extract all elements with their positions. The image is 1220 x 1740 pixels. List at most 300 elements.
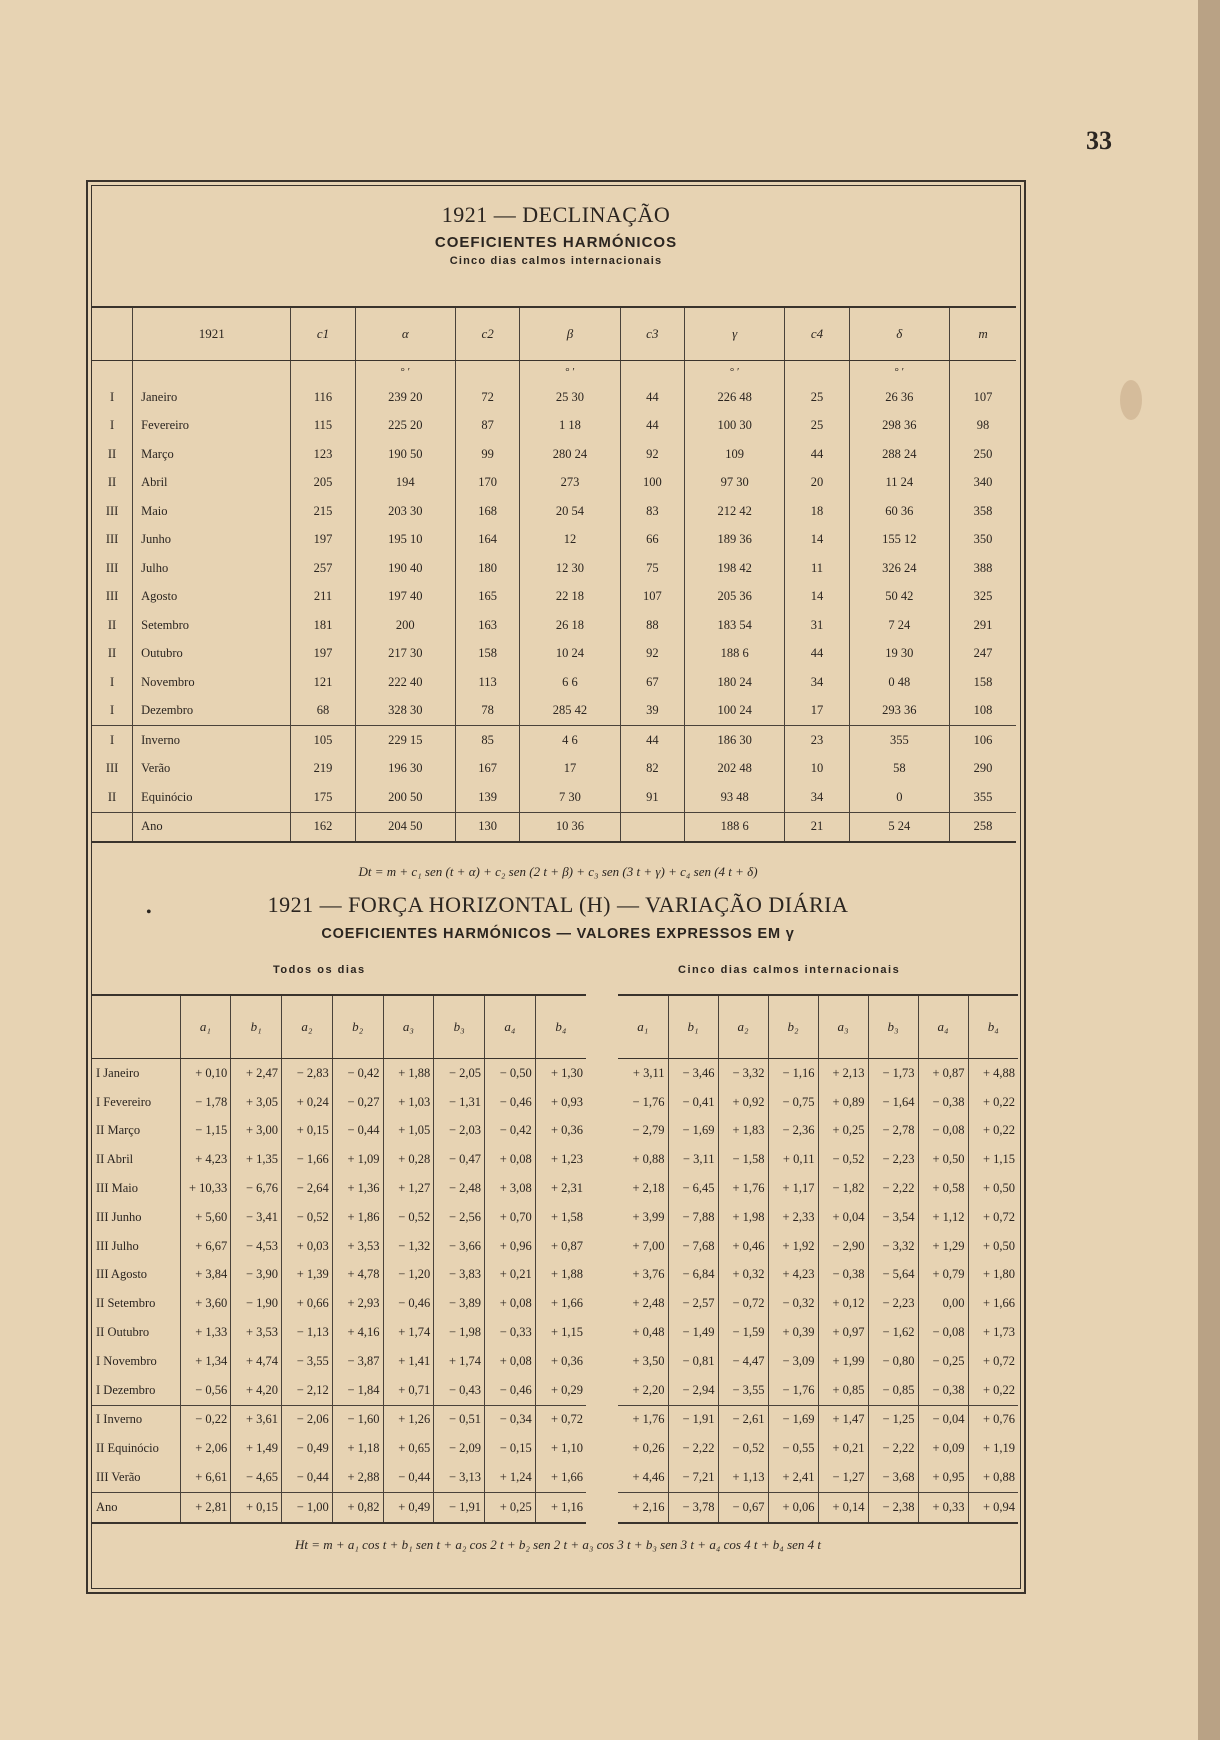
calm-days-value-cell: + 0,22 [968, 1117, 1018, 1146]
all-days-value-cell: + 0,66 [282, 1289, 333, 1318]
calm-days-value-cell: 0,00 [918, 1289, 968, 1318]
calm-days-value-cell: + 1,47 [818, 1405, 868, 1434]
calm-days-value-cell: − 3,32 [718, 1059, 768, 1088]
value-cell-c2: 163 [456, 611, 520, 640]
calm-days-value-cell: + 0,06 [768, 1492, 818, 1522]
all-days-value-cell: + 6,67 [180, 1232, 231, 1261]
calm-days-value-cell: + 1,92 [768, 1232, 818, 1261]
all-days-value-cell: − 0,52 [383, 1203, 434, 1232]
month-cell: Dezembro [133, 697, 291, 726]
all-days-value-cell: − 1,15 [180, 1117, 231, 1146]
all-days-value-cell: + 2,06 [180, 1434, 231, 1463]
month-cell: Inverno [133, 726, 291, 755]
all-days-body [92, 1059, 586, 1523]
value-cell-d: 0 [849, 783, 950, 812]
page-frame [86, 180, 1026, 1594]
season-class-cell: III [105, 761, 119, 776]
all-days-value-cell: + 1,27 [383, 1174, 434, 1203]
value-cell-d: 0 48 [849, 668, 950, 697]
bullet-mark: • [146, 904, 152, 921]
value-cell-c2: 180 [456, 554, 520, 583]
value-cell-g: 226 48 [684, 383, 785, 412]
value-cell-c2: 164 [456, 526, 520, 555]
table-row [92, 412, 1016, 441]
calm-days-value-cell: − 2,94 [668, 1376, 718, 1405]
month-cell: Agosto [133, 583, 291, 612]
header-c2: c2 [456, 307, 520, 361]
value-cell-c4: 44 [785, 440, 849, 469]
value-cell-d: 50 42 [849, 583, 950, 612]
calm-days-value-cell: + 4,88 [968, 1059, 1018, 1088]
month-cell: Junho [133, 526, 291, 555]
calm-days-value-cell: − 2,57 [668, 1289, 718, 1318]
season-class-cell: I [109, 418, 115, 433]
value-cell-a: 200 [355, 611, 456, 640]
all-days-value-cell: − 0,44 [383, 1463, 434, 1492]
calm-days-value-cell: + 0,79 [918, 1261, 968, 1290]
value-cell-g: 186 30 [684, 726, 785, 755]
month-cell: Maio [133, 497, 291, 526]
value-cell-a: 194 [355, 469, 456, 498]
season-class-cell: II [107, 789, 117, 804]
header-coef: a₂ [282, 995, 333, 1059]
season-class-cell: I [109, 703, 115, 718]
all-days-value-cell: + 3,00 [231, 1117, 282, 1146]
horizontal-subtitle: COEFICIENTES HARMÓNICOS — VALORES EXPRESSOS EM γ [321, 926, 795, 942]
value-cell-c3 [620, 812, 684, 842]
calm-days-value-cell: − 0,75 [768, 1088, 818, 1117]
table-row [618, 1174, 1018, 1203]
all-days-value-cell: + 4,74 [231, 1347, 282, 1376]
value-cell-c1: 68 [291, 697, 355, 726]
all-days-value-cell: + 0,15 [282, 1117, 333, 1146]
all-days-value-cell: + 1,58 [535, 1203, 586, 1232]
all-days-value-cell: − 6,76 [231, 1174, 282, 1203]
value-cell-c3: 39 [620, 697, 684, 726]
all-days-value-cell: + 0,82 [332, 1492, 383, 1522]
value-cell-m: 290 [950, 755, 1016, 784]
value-cell-c3: 67 [620, 668, 684, 697]
calm-days-value-cell: + 0,09 [918, 1434, 968, 1463]
row-label-cell: I Dezembro [96, 1382, 156, 1397]
all-days-value-cell: − 2,64 [282, 1174, 333, 1203]
value-cell-c4: 31 [785, 611, 849, 640]
value-cell-c4: 10 [785, 755, 849, 784]
calm-days-value-cell: + 1,66 [968, 1289, 1018, 1318]
calm-days-value-cell: − 1,82 [818, 1174, 868, 1203]
all-days-value-cell: − 4,53 [231, 1232, 282, 1261]
calm-days-value-cell: − 0,80 [868, 1347, 918, 1376]
all-days-value-cell: + 1,03 [383, 1088, 434, 1117]
table-row [92, 1376, 586, 1405]
units-row [92, 361, 1016, 384]
all-days-value-cell: + 1,24 [485, 1463, 536, 1492]
calm-days-value-cell: − 1,25 [868, 1405, 918, 1434]
value-cell-g: 198 42 [684, 554, 785, 583]
calm-days-value-cell: + 1,19 [968, 1434, 1018, 1463]
all-days-value-cell: + 0,71 [383, 1376, 434, 1405]
value-cell-c4: 11 [785, 554, 849, 583]
value-cell-c1: 257 [291, 554, 355, 583]
all-days-value-cell: + 0,96 [485, 1232, 536, 1261]
all-days-value-cell: − 0,47 [434, 1145, 485, 1174]
value-cell-b: 4 6 [520, 726, 621, 755]
calm-days-value-cell: + 1,15 [968, 1145, 1018, 1174]
calm-days-value-cell: − 2,61 [718, 1405, 768, 1434]
value-cell-c2: 167 [456, 755, 520, 784]
calm-days-value-cell: + 2,18 [632, 1181, 665, 1196]
all-days-value-cell: + 3,53 [231, 1318, 282, 1347]
table-row [92, 755, 1016, 784]
row-label-cell: III Verão [96, 1470, 141, 1485]
calm-days-value-cell: + 0,88 [968, 1463, 1018, 1492]
calm-days-value-cell: − 0,04 [918, 1405, 968, 1434]
value-cell-g: 188 6 [684, 812, 785, 842]
value-cell-a: 217 30 [355, 640, 456, 669]
value-cell-m: 325 [950, 583, 1016, 612]
all-days-value-cell: − 2,48 [434, 1174, 485, 1203]
all-days-value-cell: + 0,36 [535, 1117, 586, 1146]
all-days-value-cell: + 0,24 [282, 1088, 333, 1117]
calm-days-value-cell: − 4,47 [718, 1347, 768, 1376]
declination-body [92, 361, 1016, 843]
calm-days-value-cell: − 0,52 [718, 1434, 768, 1463]
value-cell-c3: 66 [620, 526, 684, 555]
value-cell-m: 340 [950, 469, 1016, 498]
all-days-value-cell: + 10,33 [180, 1174, 231, 1203]
value-cell-b: 273 [520, 469, 621, 498]
value-cell-c2: 130 [456, 812, 520, 842]
value-cell-c3: 88 [620, 611, 684, 640]
header-delta: δ [849, 307, 950, 361]
calm-days-value-cell: + 0,50 [968, 1174, 1018, 1203]
all-days-value-cell: − 2,03 [434, 1117, 485, 1146]
value-cell-g: 189 36 [684, 526, 785, 555]
header-coef: a₁ [180, 995, 231, 1059]
value-cell-m: 291 [950, 611, 1016, 640]
calm-days-value-cell: + 0,50 [968, 1232, 1018, 1261]
value-cell-d: 298 36 [849, 412, 950, 441]
calm-days-value-cell: + 2,33 [768, 1203, 818, 1232]
all-days-value-cell: + 0,08 [485, 1145, 536, 1174]
all-days-value-cell: − 0,44 [332, 1117, 383, 1146]
table-row [92, 583, 1016, 612]
value-cell-g: 180 24 [684, 668, 785, 697]
all-days-value-cell: − 0,44 [282, 1463, 333, 1492]
calm-days-value-cell: − 0,72 [718, 1289, 768, 1318]
table-row [92, 668, 1016, 697]
row-label-cell: III Maio [96, 1181, 138, 1196]
value-cell-b: 285 42 [520, 697, 621, 726]
season-class-cell: III [105, 503, 119, 518]
calm-days-value-cell: − 2,22 [868, 1174, 918, 1203]
value-cell-m: 258 [950, 812, 1016, 842]
value-cell-c4: 18 [785, 497, 849, 526]
value-cell-c3: 44 [620, 383, 684, 412]
calm-days-value-cell: − 1,49 [668, 1318, 718, 1347]
table-row [618, 1347, 1018, 1376]
all-days-value-cell: + 1,41 [383, 1347, 434, 1376]
calm-days-value-cell: + 3,50 [632, 1353, 665, 1368]
all-days-value-cell: + 4,20 [231, 1376, 282, 1405]
row-label-cell: II Abril [96, 1152, 134, 1167]
value-cell-c3: 44 [620, 412, 684, 441]
value-cell-b: 17 [520, 755, 621, 784]
all-days-value-cell: + 1,88 [383, 1059, 434, 1088]
all-days-value-cell: + 3,05 [231, 1088, 282, 1117]
season-class-cell: II [107, 446, 117, 461]
calm-days-value-cell: − 1,59 [718, 1318, 768, 1347]
season-class-cell [92, 812, 133, 842]
value-cell-c2: 78 [456, 697, 520, 726]
calm-days-value-cell: − 0,08 [918, 1117, 968, 1146]
value-cell-c1: 197 [291, 640, 355, 669]
calm-days-value-cell: − 1,73 [868, 1059, 918, 1088]
table-row [92, 1405, 586, 1434]
header-blank [92, 995, 180, 1059]
all-days-value-cell: + 1,18 [332, 1434, 383, 1463]
declination-header-row [92, 307, 1016, 361]
unit-delta: ° ′ [849, 361, 950, 384]
value-cell-m: 107 [950, 383, 1016, 412]
calm-days-value-cell: + 0,89 [818, 1088, 868, 1117]
calm-days-value-cell: + 3,11 [632, 1065, 665, 1080]
header-m: m [950, 307, 1016, 361]
value-cell-b: 22 18 [520, 583, 621, 612]
all-days-value-cell: − 3,55 [282, 1347, 333, 1376]
table-row [92, 1117, 586, 1146]
page-number: 33 [1086, 126, 1112, 155]
calm-days-value-cell: + 0,76 [968, 1405, 1018, 1434]
all-days-value-cell: + 4,23 [180, 1145, 231, 1174]
value-cell-c2: 158 [456, 640, 520, 669]
value-cell-c2: 113 [456, 668, 520, 697]
calm-days-value-cell: + 0,72 [968, 1347, 1018, 1376]
calm-days-value-cell: − 2,22 [868, 1434, 918, 1463]
unit-beta: ° ′ [520, 361, 621, 384]
all-days-value-cell: − 3,83 [434, 1261, 485, 1290]
horizontal-title: 1921 — FORÇA HORIZONTAL (H) — VARIAÇÃO DIÁRIA [267, 892, 849, 917]
calm-days-value-cell: − 0,25 [918, 1347, 968, 1376]
calm-days-value-cell: + 1,83 [718, 1117, 768, 1146]
all-days-value-cell: + 0,03 [282, 1232, 333, 1261]
value-cell-d: 11 24 [849, 469, 950, 498]
all-days-value-cell: − 0,33 [485, 1318, 536, 1347]
all-days-value-cell: + 4,78 [332, 1261, 383, 1290]
table-row [618, 1088, 1018, 1117]
row-label-cell: III Junho [96, 1209, 142, 1224]
calm-days-value-cell: + 2,41 [768, 1463, 818, 1492]
calm-days-value-cell: + 1,12 [918, 1203, 968, 1232]
calm-days-value-cell: − 2,79 [632, 1123, 665, 1138]
table-row [92, 554, 1016, 583]
all-days-value-cell: − 1,60 [332, 1405, 383, 1434]
horizontal-formula: Ht = m + a₁ cos t + b₁ sen t + a₂ cos 2 t + b₂ sen 2 t + a₃ cos 3 t + b₃ sen 3 t + a₄ cos 4 t + b₄ sen 4 t [294, 1537, 822, 1552]
all-days-value-cell: + 6,61 [180, 1463, 231, 1492]
value-cell-m: 108 [950, 697, 1016, 726]
all-days-value-cell: + 1,36 [332, 1174, 383, 1203]
value-cell-g: 97 30 [684, 469, 785, 498]
value-cell-c2: 85 [456, 726, 520, 755]
all-days-value-cell: − 1,98 [434, 1318, 485, 1347]
page-edge [1198, 0, 1220, 1740]
calm-days-value-cell: − 3,54 [868, 1203, 918, 1232]
all-days-value-cell: + 1,49 [231, 1434, 282, 1463]
calm-days-value-cell: + 0,87 [918, 1059, 968, 1088]
all-days-value-cell: − 1,00 [282, 1492, 333, 1522]
calm-days-value-cell: + 0,88 [632, 1152, 665, 1167]
header-coef: b₃ [868, 995, 918, 1059]
calm-days-value-cell: − 1,16 [768, 1059, 818, 1088]
calm-days-value-cell: + 0,95 [918, 1463, 968, 1492]
calm-days-value-cell: + 1,73 [968, 1318, 1018, 1347]
calm-days-value-cell: − 3,55 [718, 1376, 768, 1405]
value-cell-d: 293 36 [849, 697, 950, 726]
row-label-cell: I Novembro [96, 1353, 157, 1368]
month-cell: Abril [133, 469, 291, 498]
calm-days-value-cell: + 0,22 [968, 1088, 1018, 1117]
value-cell-c1: 105 [291, 726, 355, 755]
table-row [92, 1203, 586, 1232]
all-days-value-cell: − 0,46 [383, 1289, 434, 1318]
all-days-value-cell: − 2,05 [434, 1059, 485, 1088]
value-cell-a: 239 20 [355, 383, 456, 412]
value-cell-c2: 170 [456, 469, 520, 498]
month-cell: Janeiro [133, 383, 291, 412]
declination-note: Cinco dias calmos internacionais [449, 255, 663, 267]
calm-days-header-row [618, 995, 1018, 1059]
value-cell-a: 195 10 [355, 526, 456, 555]
declination-formula: Dt = m + c₁ sen (t + α) + c₂ sen (2 t + β) + c₃ sen (3 t + γ) + c₄ sen (4 t + δ) [358, 864, 758, 879]
calm-days-value-cell: + 0,97 [818, 1318, 868, 1347]
calm-days-value-cell: + 0,85 [818, 1376, 868, 1405]
all-days-value-cell: − 1,84 [332, 1376, 383, 1405]
value-cell-m: 98 [950, 412, 1016, 441]
month-cell: Novembro [133, 668, 291, 697]
table-row [92, 1261, 586, 1290]
all-days-value-cell: + 1,10 [535, 1434, 586, 1463]
header-coef: a₃ [818, 995, 868, 1059]
calm-days-value-cell: + 2,16 [618, 1492, 668, 1522]
value-cell-b: 20 54 [520, 497, 621, 526]
all-days-value-cell: − 0,46 [485, 1088, 536, 1117]
header-coef: b₄ [535, 995, 586, 1059]
calm-days-value-cell: − 2,23 [868, 1145, 918, 1174]
header-coef: b₁ [231, 995, 282, 1059]
month-cell: Setembro [133, 611, 291, 640]
table-row [92, 697, 1016, 726]
all-days-value-cell: − 1,13 [282, 1318, 333, 1347]
value-cell-a: 190 40 [355, 554, 456, 583]
calm-days-value-cell: + 0,26 [632, 1441, 665, 1456]
calm-days-value-cell: + 1,76 [718, 1174, 768, 1203]
calm-days-value-cell: + 4,23 [768, 1261, 818, 1290]
all-days-value-cell: − 2,06 [282, 1405, 333, 1434]
header-coef: a₂ [718, 995, 768, 1059]
all-days-value-cell: − 1,31 [434, 1088, 485, 1117]
all-days-value-cell: + 0,49 [383, 1492, 434, 1522]
horizontal-calm-days-table [618, 994, 1018, 1524]
all-days-value-cell: + 1,34 [180, 1347, 231, 1376]
value-cell-c1: 116 [291, 383, 355, 412]
row-label-cell: III Julho [96, 1238, 139, 1253]
calm-days-value-cell: − 3,09 [768, 1347, 818, 1376]
table-row [92, 440, 1016, 469]
table-row [92, 783, 1016, 812]
table-row [618, 1145, 1018, 1174]
calm-days-value-cell: − 0,67 [718, 1492, 768, 1522]
calm-days-note: Cinco dias calmos internacionais [678, 964, 901, 976]
calm-days-value-cell: − 2,38 [868, 1492, 918, 1522]
table-row [92, 526, 1016, 555]
value-cell-c3: 44 [620, 726, 684, 755]
table-row [92, 1318, 586, 1347]
all-days-value-cell: − 0,46 [485, 1376, 536, 1405]
all-days-value-cell: − 3,87 [332, 1347, 383, 1376]
all-days-value-cell: + 1,74 [434, 1347, 485, 1376]
calm-days-value-cell: − 3,78 [668, 1492, 718, 1522]
value-cell-g: 212 42 [684, 497, 785, 526]
all-days-value-cell: + 2,47 [231, 1059, 282, 1088]
calm-days-value-cell: − 2,78 [868, 1117, 918, 1146]
value-cell-c4: 44 [785, 640, 849, 669]
value-cell-b: 6 6 [520, 668, 621, 697]
calm-days-value-cell: + 1,99 [818, 1347, 868, 1376]
all-days-value-cell: − 4,65 [231, 1463, 282, 1492]
all-days-value-cell: − 3,89 [434, 1289, 485, 1318]
value-cell-a: 204 50 [355, 812, 456, 842]
season-class-cell: I [109, 674, 115, 689]
table-row [618, 1318, 1018, 1347]
value-cell-g: 100 30 [684, 412, 785, 441]
season-class-cell: III [105, 589, 119, 604]
header-beta: β [520, 307, 621, 361]
table-row [618, 1463, 1018, 1492]
all-days-value-cell: − 0,50 [485, 1059, 536, 1088]
calm-days-value-cell: − 1,58 [718, 1145, 768, 1174]
all-days-value-cell: + 2,81 [180, 1492, 231, 1522]
calm-days-value-cell: + 0,11 [768, 1145, 818, 1174]
value-cell-c1: 219 [291, 755, 355, 784]
all-days-value-cell: + 1,09 [332, 1145, 383, 1174]
value-cell-c1: 205 [291, 469, 355, 498]
calm-days-value-cell: − 0,32 [768, 1289, 818, 1318]
value-cell-b: 12 30 [520, 554, 621, 583]
row-label-cell: III Agosto [96, 1267, 148, 1282]
value-cell-c4: 25 [785, 412, 849, 441]
all-days-value-cell: + 1,15 [535, 1318, 586, 1347]
declination-header [96, 202, 1016, 267]
season-class-cell: III [105, 560, 119, 575]
header-coef: b₁ [668, 995, 718, 1059]
calm-days-value-cell: − 0,55 [768, 1434, 818, 1463]
calm-days-value-cell: + 0,94 [968, 1492, 1018, 1522]
all-days-value-cell: + 1,39 [282, 1261, 333, 1290]
all-days-value-cell: + 1,88 [535, 1261, 586, 1290]
value-cell-m: 158 [950, 668, 1016, 697]
value-cell-c4: 17 [785, 697, 849, 726]
table-row [92, 383, 1016, 412]
table-row [92, 1145, 586, 1174]
calm-days-value-cell: − 3,32 [868, 1232, 918, 1261]
table-row [92, 1174, 586, 1203]
value-cell-c1: 121 [291, 668, 355, 697]
horizontal-header [88, 892, 1028, 942]
value-cell-m: 247 [950, 640, 1016, 669]
value-cell-c1: 215 [291, 497, 355, 526]
table-row [92, 1434, 586, 1463]
season-class-cell: I [92, 726, 133, 755]
